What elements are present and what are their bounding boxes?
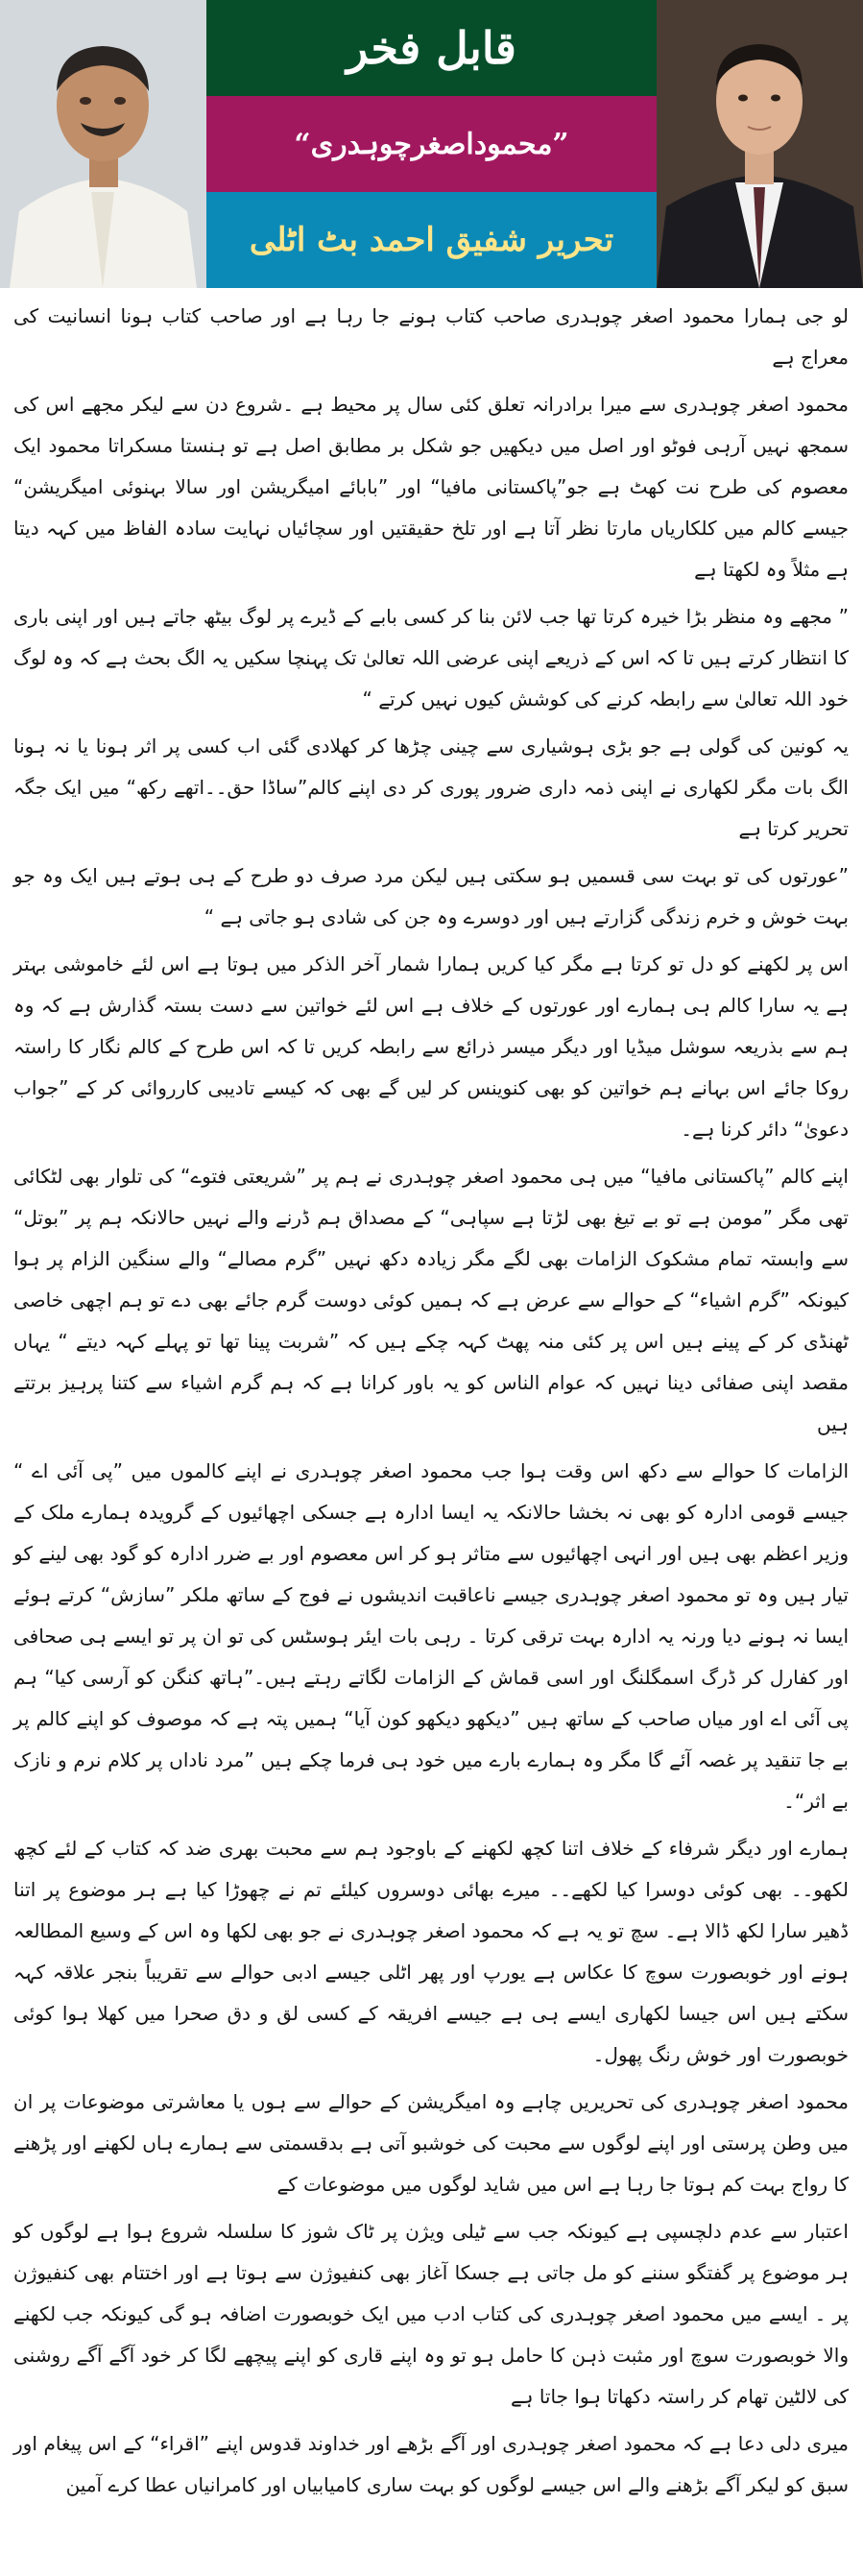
article-body	[13, 296, 849, 2512]
article-paragraph: یہ کونین کی گولی ہے جو بڑی ہوشیاری سے چینی چڑھا کر کھلادی گئی اب کسی پر اثر ہونا یا نہ ہونا الگ بات مگر لکھاری نے اپنی ذمہ داری ضرور پوری کر دی اپنے کالم”ساڈا حق۔۔اتھے رکھ“ میں ایک جگہ تحریر کرتا ہے	[13, 734, 849, 840]
article-paragraph: اس پر لکھنے کو دل تو کرتا ہے مگر کیا کریں ہمارا شمار آخر الذکر میں ہوتا ہے اس لئے خاموشی بہتر ہے یہ سارا کالم ہی ہمارے اور عورتوں کے خلاف ہے اس لئے خواتین سے دست بستہ گذارش ہے کہ وہ ہم سے بذریعہ سوشل میڈیا اور دیگر میسر ذرائع سے رابطہ کریں تا کہ اس طرح کے کالم نگار کا راستہ روکا جائے اس بہانے ہم خواتین کو بھی کنوینس کر لیں گے بھی کہ کیسے تادیبی کارروائی کر کے ”جواب دعویٰ“ دائر کرنا ہے۔	[13, 952, 849, 1141]
article-paragraph: محمود اصغر چوہدری کی تحریریں چاہے وہ امیگریشن کے حوالے سے ہوں یا معاشرتی موضوعات پر ان میں وطن پرستی اور اپنے لوگوں سے محبت کی خوشبو آتی ہے بدقسمتی سے ہمارے ہاں لکھنے اور پڑھنے کا رواج بہت کم ہوتا جا رہا ہے اس میں شاید لوگوں میں موضوعات کے	[13, 2090, 849, 2196]
portrait-photo-author	[657, 0, 863, 288]
header-title: قابل فخر	[347, 22, 516, 74]
title-banner	[206, 0, 657, 96]
portrait-photo-subject	[0, 0, 206, 288]
portrait-image-author	[657, 0, 863, 288]
article-paragraph: میری دلی دعا ہے کہ محمود اصغر چوہدری اور آگے بڑھے اور خداوند قدوس اپنے ”اقراء“ کے اس پیغام اور سبق کو لیکر آگے بڑھنے والے اس جیسے لوگوں کو بہت ساری کامیابیاں اور کامرانیاں عطا کرے آمین	[13, 2432, 849, 2496]
article-paragraph: اپنے کالم ”پاکستانی مافیا“ میں ہی محمود اصغر چوہدری نے ہم پر ”شریعتی فتوے“ کی تلوار بھی لٹکائی تھی مگر ”مومن ہے تو بے تیغ بھی لڑتا ہے سپاہی“ کے مصداق ہم ڈرنے والے نہیں حالانکہ ہم پر ”بوتل“ سے وابستہ تمام مشکوک الزامات بھی لگے مگر زیادہ دکھ نہیں ”گرم مصالے“ والے سنگین الزام پر ہوا کیونکہ ”گرم اشیاء“ کے حوالے سے عرض ہے کہ ہمیں کوئی دوست گرم جائے بھی دے تو ہم اچھی خاصی ٹھنڈی کر کے پینے ہیں اس پر کئی منہ پھٹ کہہ چکے ہیں کہ ”شربت پینا تھا تو پہلے کہہ دیتے “ یہاں مقصد اپنی صفائی دینا نہیں کہ عوام الناس کو یہ باور کرانا ہے کہ ہم گرم اشیاء سے کتنا پرہیز برتتے ہیں	[13, 1165, 849, 1435]
article-paragraph: الزامات کا حوالے سے دکھ اس وقت ہوا جب محمود اصغر چوہدری نے اپنے کالموں میں ”پی آئی اے “ جیسے قومی ادارہ کو بھی نہ بخشا حالانکہ یہ ایسا ادارہ ہے جسکی اچھائیوں کے گرویدہ ہمارے ملک کے وزیر اعظم بھی ہیں اور انہی اچھائیوں سے متاثر ہو کر اس معصوم اور بے ضرر ادارہ کو گود بھی لینے کو تیار ہیں وہ تو محمود اصغر چوہدری جیسے ناعاقبت اندیشوں نے فوج کے ساتھ ملکر ”سازش“ کرتے ہوئے ایسا نہ ہونے دیا ورنہ یہ ادارہ بہت ترقی کرتا ۔ رہی بات ایئر ہوسٹس کی تو ان پر تو ایسے ہی صحافی اور کفارل کر ڈرگ اسمگلنگ اور اسی قماش کے الزامات لگاتے رہتے ہیں۔”ہاتھ کنگن کو آرسی کیا“ ہم پی آئی اے اور میاں صاحب کے ساتھ ہیں ”دیکھو دیکھو کون آیا“ ہمیں پتہ ہے کہ موصوف کو اپنے کالم پر بے جا تنقید پر غصہ آئے گا مگر وہ ہمارے بارے میں خود ہی فرما چکے ہیں ”مرد ناداں پر کلام نرم و نازک بے اثر“۔	[13, 1459, 849, 1813]
byline-banner	[206, 192, 657, 288]
article-paragraph: ہمارے اور دیگر شرفاء کے خلاف اتنا کچھ لکھنے کے باوجود ہم سے محبت بھری ضد کہ کتاب کے لئے کچھ لکھو۔۔ بھی کوئی دوسرا کیا لکھے۔۔ میرے بھائی دوسروں کیلئے تم نے چھوڑا کیا ہے ہر موضوع پر اتنا ڈھیر سارا لکھ ڈالا ہے۔ سچ تو یہ ہے کہ محمود اصغر چوہدری نے جو بھی لکھا وہ اس کے وسیع المطالعہ ہونے اور خوبصورت سوچ کا عکاس ہے یورپ اور پھر اٹلی جیسے ادبی حوالے سے تقریباً بنجر علاقہ کہہ سکتے ہیں اس جیسا لکھاری ایسے ہی ہے جیسے افریقہ کے کسی لق و دق صحرا میں کھلا ہوا کوئی خوبصورت اور خوش رنگ پھول۔	[13, 1837, 849, 2066]
header-subject-name: ”محموداصغرچوہدری“	[294, 127, 569, 161]
article-paragraph: لو جی ہمارا محمود اصغر چوہدری صاحب کتاب ہونے جا رہا ہے اور صاحب کتاب ہونا انسانیت کی معراج ہے	[13, 304, 849, 369]
name-banner	[206, 96, 657, 192]
portrait-image-subject	[0, 0, 206, 288]
article-paragraph: اعتبار سے عدم دلچسپی ہے کیونکہ جب سے ٹیلی ویژن پر ٹاک شوز کا سلسلہ شروع ہوا ہے لوگوں کو ہر موضوع پر گفتگو سننے کو مل جاتی ہے جسکا آغاز بھی کنفیوژن سے ہوتا ہے اور اختتام بھی کنفیوژن پر ۔ ایسے میں محمود اصغر چوہدری کی کتاب ادب میں ایک خوبصورت اضافہ ہو گی کیونکہ جب لکھنے والا خوبصورت سوچ اور مثبت ذہن کا حامل ہو تو وہ اپنے قاری کو اپنے پیچھے لگا کر خود آگے آگے روشنی کی لالٹین تھام کر راستہ دکھاتا ہوا جاتا ہے	[13, 2220, 849, 2408]
article-quote: ” مجھے وہ منظر بڑا خیرہ کرتا تھا جب لائن بنا کر کسی بابے کے ڈیرے پر لوگ بیٹھ جاتے ہیں اور اپنی باری کا انتظار کرتے ہیں تا کہ اس کے ذریعے اپنی عرضی اللہ تعالیٰ تک پہنچا سکیں یہ الگ بحث ہے کہ وہ لوگ خود اللہ تعالیٰ سے رابطہ کرنے کی کوشش کیوں نہیں کرتے “	[13, 605, 849, 710]
article-quote: ”عورتوں کی تو بہت سی قسمیں ہو سکتی ہیں لیکن مرد صرف دو طرح کے ہی ہوتے ہیں ایک وہ جو بہت خوش و خرم زندگی گزارتے ہیں اور دوسرے وہ جن کی شادی ہو جاتی ہے “	[13, 864, 849, 928]
article-header	[0, 0, 863, 288]
header-byline: تحریر شفیق احمد بٹ اٹلی	[249, 221, 614, 259]
article-paragraph: محمود اصغر چوہدری سے میرا برادرانہ تعلق کئی سال پر محیط ہے ۔شروع دن سے لیکر مجھے اس کی سمجھ نہیں آرہی فوٹو اور اصل میں دیکھیں جو شکل بر مطابق اصل ہے تو ہنستا مسکراتا محمود ایک معصوم کی طرح نت کھٹ ہے جو”پاکستانی مافیا“ اور ”بابائے امیگریشن اور سالا بہنوئی امیگریشن“ جیسے کالم میں کلکاریاں مارتا نظر آتا ہے اور تلخ حقیقتیں اور سچائیاں نہایت سادہ الفاظ میں کہہ دیتا ہے مثلاً وہ لکھتا ہے	[13, 393, 849, 581]
